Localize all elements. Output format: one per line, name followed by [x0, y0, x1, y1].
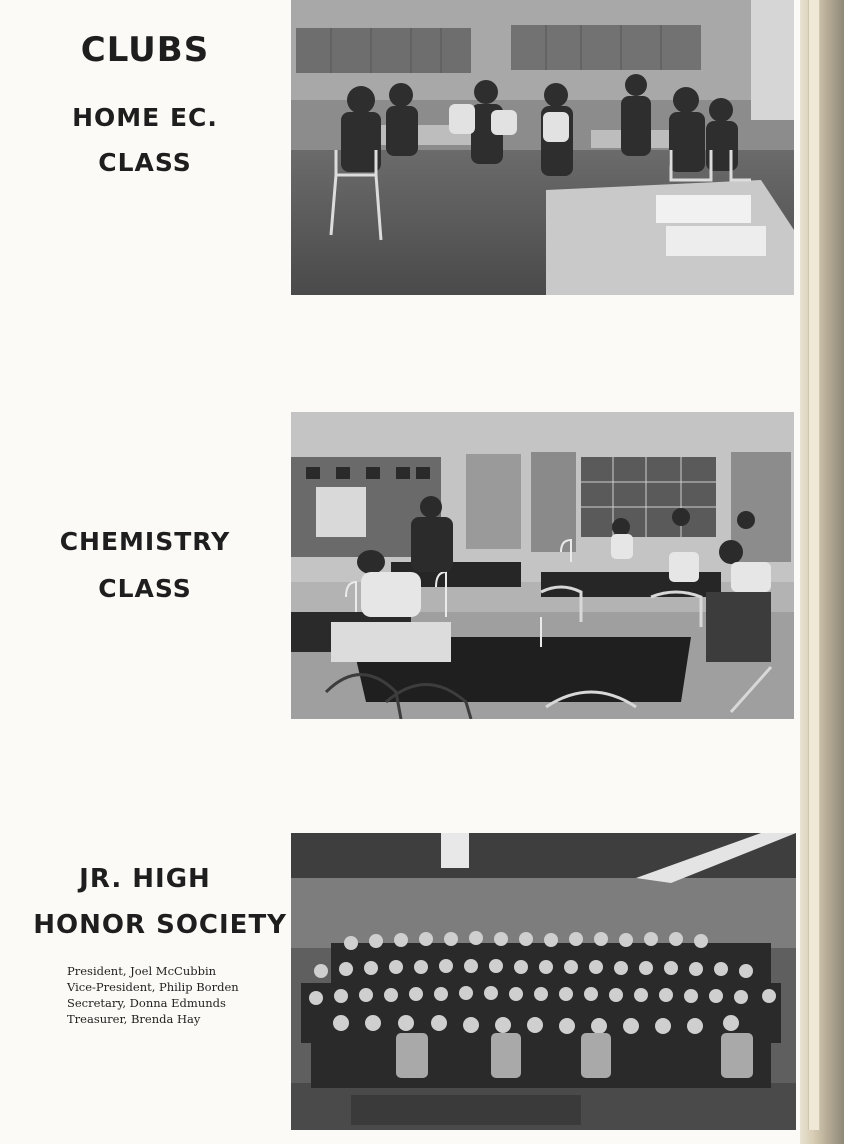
home-ec-heading-line1: HOME EC. [72, 103, 218, 132]
officer-vice-president: Vice-President, Philip Borden [67, 980, 239, 994]
honor-society-heading-line1: JR. HIGH [79, 864, 211, 894]
clubs-title: CLUBS [80, 30, 210, 70]
book-page-edge [800, 0, 844, 1144]
chemistry-heading-line1: CHEMISTRY [59, 527, 231, 556]
chemistry-heading-line2: CLASS [98, 574, 192, 603]
officer-secretary: Secretary, Donna Edmunds [67, 996, 226, 1010]
honor-society-group-photo [291, 833, 796, 1130]
home-ec-photo-image [291, 0, 794, 295]
home-ec-class-photo [291, 0, 794, 295]
page-edge-strip [808, 0, 820, 1130]
honor-society-photo-image [291, 833, 796, 1130]
officer-treasurer: Treasurer, Brenda Hay [67, 1012, 201, 1026]
officers-list [67, 963, 287, 1027]
chemistry-class-photo [291, 412, 794, 719]
officer-president: President, Joel McCubbin [67, 964, 217, 978]
chemistry-photo-image [291, 412, 794, 719]
home-ec-heading-line2: CLASS [98, 148, 192, 177]
honor-society-heading-line2: HONOR SOCIETY [33, 910, 287, 940]
